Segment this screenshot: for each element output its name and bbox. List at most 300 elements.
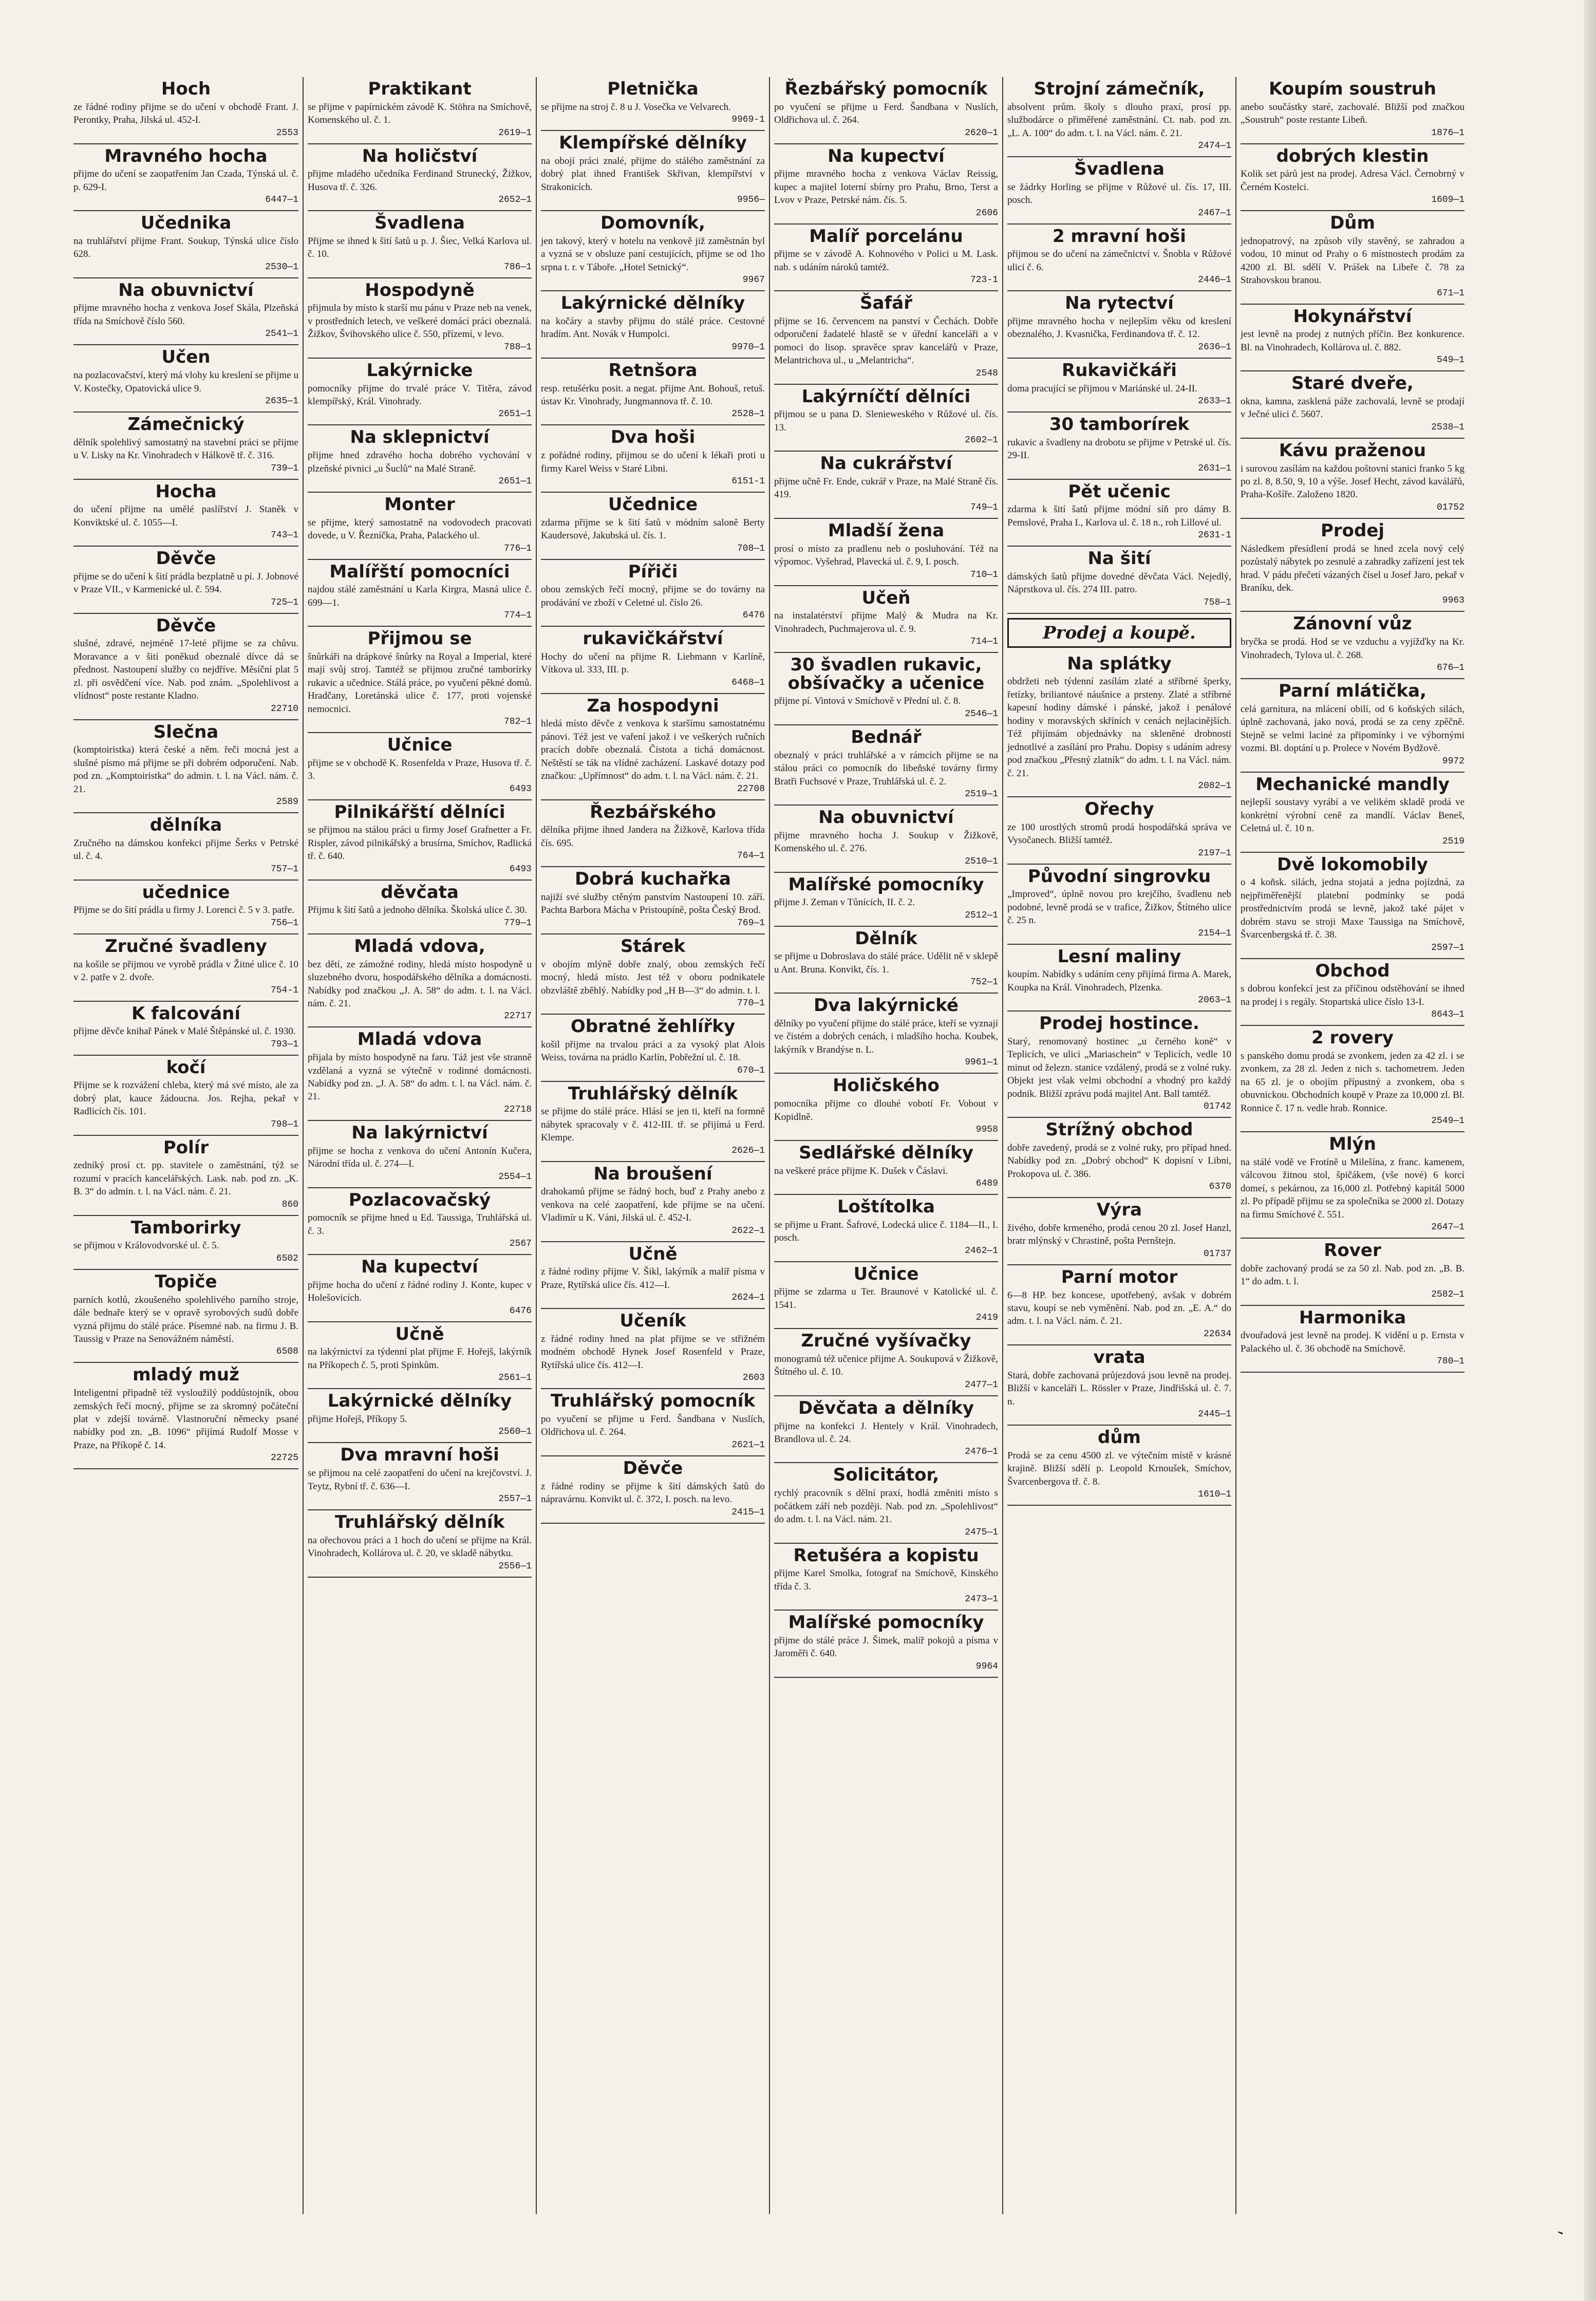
classified-ad — [541, 1456, 765, 1524]
classified-ad — [1241, 519, 1464, 612]
ad-text: přijme Hořejš, Příkopy 5. — [308, 1414, 407, 1425]
ad-number: 2633—1 — [1198, 396, 1231, 406]
ad-text: na obojí práci znalé, přijme do stálého zaměstnání za dobrý plat ihned František Skřivan, klempířství v Strakonicích. — [541, 155, 765, 193]
classified-ad — [774, 994, 998, 1074]
ad-title: Na rytectví — [1065, 293, 1174, 314]
ad-number: 2519—1 — [965, 789, 998, 799]
ad-title: Truhlářský dělník — [334, 1512, 505, 1533]
classified-ad — [774, 725, 998, 806]
ad-text: dobře zavedený, prodá se z volné ruky, pro případ hned. Nabídky pod zn. „Dobrý obchod“ K dopisní v Libni, Prokopova ul. č. 386. — [1007, 1142, 1231, 1180]
ad-number: 22725 — [270, 1453, 298, 1464]
ad-number: 2446—1 — [1198, 275, 1231, 286]
ad-number: 723-1 — [970, 275, 998, 286]
classified-ad — [774, 225, 998, 292]
ad-title: Děvčata a dělníky — [798, 1397, 974, 1418]
ad-text: přijme J. Zeman v Tůnících, II. č. 2. — [774, 897, 915, 908]
classified-ad — [541, 867, 765, 934]
ad-number: 2445—1 — [1198, 1409, 1231, 1419]
ad-number: 2652—1 — [498, 195, 532, 205]
ad-number: 2554—1 — [498, 1171, 532, 1182]
classified-ad — [774, 291, 998, 385]
ad-text: parních kotlů, zkoušeného spolehlivého parního stroje, dále bednaře který se v opravě syrobových sudů dobře vyzná přijmu do stálé práce. Písemné nab. na firmu J. B. Taussig v Praze na Senovážném náměstí. — [73, 1294, 298, 1344]
ad-title: Ořechy — [1084, 799, 1154, 820]
ad-text: z řádné rodiny přijme V. Šikl, lakýrník a malíř písma v Praze, Rytířská ulice čís. 412—I. — [541, 1266, 765, 1290]
classified-ad — [1007, 1345, 1231, 1426]
ad-number: 2415—1 — [731, 1507, 765, 1518]
ad-number: 2620—1 — [965, 127, 998, 138]
classified-ad — [541, 560, 765, 627]
ad-title: Na holičství — [362, 145, 478, 166]
column-3 — [536, 77, 769, 2214]
ad-title: mladý muž — [133, 1364, 239, 1386]
ad-text: dvouřadová jest levně na prodej. K vidění u p. Ernsta v Palackého ul. č. 36 obchodě na Smíchově. — [1241, 1330, 1464, 1354]
ad-text: přijme na konfekci J. Hentely v Král. Vinohradech, Brandlova ul. č. 24. — [774, 1420, 998, 1445]
ad-title: Hospodyně — [365, 279, 475, 301]
ad-text: Hochy do učení na přijme R. Liebmann v Karlíně, Vítkova ul. 333, III. p. — [541, 651, 765, 676]
classified-ad — [1007, 797, 1231, 865]
ad-number: 671—1 — [1436, 288, 1464, 298]
classified-ad — [1241, 1026, 1464, 1132]
ad-title: Na obuvnictví — [118, 279, 254, 301]
ad-number: 1609—1 — [1431, 195, 1464, 205]
ad-text: o 4 koňsk. silách, jedna stojatá a jedna pojízdná, za nejpřiměřenější platební podmínky se podá prostřednictvím prodá se levně, jakož také pájet v dobrém stavu se stroji Maxe Taussiga na Smíchově, Švarcenbergská tř. č. 38. — [1241, 877, 1464, 941]
classified-ad — [308, 1188, 532, 1256]
classified-ad — [73, 720, 298, 814]
ad-number: 769—1 — [737, 918, 765, 928]
ad-title: Učnice — [387, 735, 453, 756]
ad-text: okna, kamna, zasklená páže zachovalá, levně se prodají v Ječné ulici č. 5607. — [1241, 396, 1464, 420]
ad-number: 6476 — [509, 1305, 532, 1316]
ad-title: Zručné vyšívačky — [801, 1331, 971, 1352]
classified-ad — [73, 934, 298, 1002]
ad-text: Kolik set párů jest na prodej. Adresa Václ. Černobrný v Černém Kostelci. — [1241, 169, 1464, 193]
classified-ad — [308, 1255, 532, 1322]
ad-number: 2473—1 — [965, 1594, 998, 1605]
ad-number: 774—1 — [503, 610, 532, 621]
classified-ad — [1241, 211, 1464, 305]
ad-title: Švadlena — [374, 213, 465, 234]
ad-number: 2553 — [276, 127, 298, 138]
ad-title: Pilnikářští dělníci — [334, 801, 505, 822]
ad-text: živého, dobře krmeného, prodá cenou 20 zl. Josef Hanzl, bratr mlýnský v Chrastině, pošta Pernštejn. — [1007, 1222, 1231, 1247]
classified-ad — [541, 1082, 765, 1162]
ad-text: drahokamů přijme se řádný hoch, buď z Prahy anebo z venkova na celé zaopatření, kde přijme se na učení. Vladimír u K. Váni, Jilská ul. č. 452-I. — [541, 1186, 765, 1224]
ad-number: 2635—1 — [265, 396, 298, 406]
ad-number: 2475—1 — [965, 1527, 998, 1538]
column-5 — [1002, 77, 1235, 2214]
ad-title: Děvče — [623, 1457, 683, 1479]
ad-text: hledá místo děvče z venkova k staršímu samostatnému pánovi. Též jest ve vaření jakož i ve veškerých ručních pracích dobře obeznalá. Čistota a tichá domácnost. Neštěstí se ták na vlídné zacházení. Laskavé dotazy pod značkou: „Upřímnost“ do adm. t. l. na Václ. nám. č. 21. — [541, 718, 765, 782]
ad-title: Pířiči — [628, 561, 678, 582]
ad-title: učednice — [142, 882, 230, 903]
ad-text: se přijme u Dobroslava do stálé práce. Udělit ně v sklepě u Ant. Bruna. Konvikt, čís. 1. — [774, 951, 998, 975]
ad-number: 2477—1 — [965, 1379, 998, 1390]
classified-ad — [541, 694, 765, 800]
ad-text: přijme hocha do učení z řádné rodiny J. Konte, kupec v Holešovicích. — [308, 1279, 532, 1304]
ad-number: 2626—1 — [731, 1145, 765, 1156]
ad-text: slušné, zdravé, nejméně 17-leté přijme se za chůvu. Moravance a v šití poněkud obeznalé dívce dá se přednost. Nastoupení služby co nejdříve. Měsíční plat 5 zl. při osvědčení více. Nab. pod znám. „Spolehlivost a vlídnost“ poste restante Kladno. — [73, 638, 298, 702]
ad-number: 2476—1 — [965, 1447, 998, 1457]
classified-ad — [541, 627, 765, 694]
classified-ad — [73, 1056, 298, 1136]
ad-title: Na sklepnictví — [350, 427, 490, 448]
ad-number: 1610—1 — [1198, 1489, 1231, 1500]
ad-title: Mravného hocha — [104, 145, 268, 166]
ad-text: přijme mravného hocha v nejlepším věku od kreslení obeznalého, J. Kvasnička, Ferdinandova tř. č. 12. — [1007, 315, 1231, 340]
ad-text: na pozlacovačství, který má vlohy ku kreslení se přijme u V. Kostečky, Opatovická ulice 9. — [73, 370, 298, 394]
ad-text: Následkem přesídlení prodá se hned zcela nový celý pozůstalý nábytek po zesnulé a zahradky zařízení jest tek hrad. V pádu přečetí vázaných čísel u Josef Jaro, pekař v Braníku, dek. — [1241, 543, 1464, 593]
ad-title: Dva mravní hoši — [340, 1445, 499, 1466]
ad-number: 2548 — [975, 368, 998, 379]
ad-number: 788—1 — [503, 342, 532, 352]
ad-number: 793—1 — [270, 1039, 298, 1050]
ad-title: Mladá vdova — [357, 1029, 482, 1050]
ad-text: přijme se hocha z venkova do učení Antonín Kučera, Národní třída ul. č. 274—I. — [308, 1145, 532, 1170]
classified-ad — [774, 586, 998, 653]
ad-text: přijme se v závodě A. Kohnového v Polici u M. Lask. nab. s udáním nároků tamtéž. — [774, 249, 998, 273]
ad-title: Koupím soustruh — [1268, 79, 1437, 99]
ad-text: šnůrkáři na drápkové šnůrky na Royal a Imperial, které mají svůj stroj. Tamtéž se přijmou zručné tamborírky rukavic a učednice. Stálá práce, po vyučení pěkné domů. Hradčany, Loretánská ulice č. 177, proti vojenské nemocnici. — [308, 651, 532, 715]
ad-title: Řezbářského — [590, 801, 716, 822]
ad-text: se žádrky Horling se přijme v Růžové ul. čís. 17, III. posch. — [1007, 181, 1231, 206]
classified-ad — [1007, 480, 1231, 547]
classified-ad — [1007, 945, 1231, 1012]
ad-text: dámských šatů přijme dovedné děvčata Václ. Nejedlý, Náprstkova ul. čís. 274 III. patro. — [1007, 571, 1231, 595]
ad-title: rukavičkářství — [583, 628, 723, 649]
column-6 — [1235, 77, 1469, 2214]
ad-number: 764—1 — [737, 851, 765, 862]
ad-number: 710—1 — [970, 569, 998, 580]
ad-title: Loštítolka — [837, 1196, 935, 1218]
ad-title: vrata — [1093, 1346, 1146, 1368]
ad-text: jest levně na prodej z nutných příčin. Bez konkurence. Bl. na Vinohradech, Kollárova ul. č. 882. — [1241, 329, 1464, 353]
ad-number: 752—1 — [970, 977, 998, 988]
ad-number: 2063—1 — [1198, 995, 1231, 1006]
ad-number: 9970—1 — [731, 342, 765, 352]
classified-ad — [1007, 1012, 1231, 1118]
ad-text: přijme hned zdravého hocha dobrého vychování v plzeňské pivnici „u Šuclů“ na Malé Straně. — [308, 450, 532, 474]
ad-title: Truhlářský dělník — [568, 1083, 738, 1104]
ad-text: přijme se v obchodě K. Rosenfelda v Praze, Husova tř. č. 3. — [308, 757, 532, 782]
classified-ad — [308, 493, 532, 560]
ad-text: Přijme se ihned k šití šatů u p. J. Šiec, Velká Karlova ul. č. 10. — [308, 235, 532, 260]
ad-text: rychlý pracovník s dělní praxí, hodlá změniti místo s počátkem září neb později. Nab. pod zn. „Spolehlivost“ do adm. t. l. na Václ. nám. 21. — [774, 1488, 998, 1525]
ad-title: 30 tamborírek — [1049, 414, 1190, 435]
classified-ad — [541, 1309, 765, 1389]
ad-number: 01742 — [1203, 1101, 1231, 1112]
classified-ad — [73, 278, 298, 346]
ad-number: 2567 — [509, 1239, 532, 1249]
ad-title: Topiče — [155, 1271, 217, 1292]
ad-text: ze 100 urostlých stromů prodá hospodářská správa ve Vysočanech. Bližší tamtéž. — [1007, 821, 1231, 846]
classified-ad — [308, 881, 532, 934]
ad-number: 786—1 — [503, 261, 532, 272]
ad-text: přijme se zdarma u Ter. Braunové v Katolické ul. č. 1541. — [774, 1286, 998, 1311]
ad-text: Přijmu k šití šatů a jednoho dělníka. Školská ulice č. 30. — [308, 905, 527, 916]
ad-title: Prodej hostince. — [1039, 1013, 1199, 1034]
ad-title: Slečna — [153, 721, 219, 742]
ad-title: Lakýrníčtí dělníci — [801, 386, 971, 407]
ad-text: po vyučení se přijme u Ferd. Šandbana v Nuslích, Oldřichova ul. č. 264. — [774, 101, 998, 126]
ad-number: 2602—1 — [965, 435, 998, 446]
ad-text: přijme děvče knihař Pánek v Malé Štěpánské ul. č. 1930. — [73, 1026, 296, 1037]
ad-number: 6151-1 — [731, 476, 765, 487]
ad-number: 6370 — [1209, 1182, 1231, 1192]
ad-text: přijme do učení se zaopatřením Jan Czada, Týnská ul. č. p. 629-I. — [73, 169, 298, 193]
classified-ad — [1007, 291, 1231, 359]
ad-title: Pět učenic — [1068, 481, 1171, 502]
ad-number: 9956— — [737, 195, 765, 205]
classified-ad — [73, 480, 298, 547]
ad-title: Zánovní vůz — [1293, 613, 1412, 634]
ad-number: 708—1 — [737, 543, 765, 554]
ad-number: 2636—1 — [1198, 342, 1231, 352]
ad-number: 676—1 — [1436, 663, 1464, 674]
ad-text: bez dětí, ze zámožné rodiny, hledá místo hospodyně u sluzebného dvoru, hospodářského dělníka a domácnosti. Nabídky pod značkou „J. A. 58“ do adm. t. l. na Václ. nám. č. 21. — [308, 959, 532, 1009]
ad-text: přijme mravného hocha z venkova Josef Skála, Plzeňská třída na Smíchově číslo 560. — [73, 303, 298, 327]
ad-text: na ořechovou práci a 1 hoch do učení se přijme na Král. Vinohradech, Kollárova ul. č. 20, ve skladě nábytku. — [308, 1535, 532, 1559]
ad-text: se přijme na stroj č. 8 u J. Vosečka ve Velvarech. — [541, 101, 731, 113]
ad-text: košil přijme na trvalou práci a za vysoký plat Alois Weiss, továrna na prádlo Karlín, Pobřežní ul. č. 18. — [541, 1039, 765, 1063]
ad-text: najdou stálé zaměstnání u Karla Kirgra, Masná ulice č. 699—1. — [308, 584, 532, 608]
ad-text: se přijme u Frant. Šafrové, Lodecká ulice č. 1184—II., I. posch. — [774, 1219, 998, 1244]
ad-title: Holičského — [833, 1075, 940, 1096]
classified-ad — [73, 413, 298, 480]
ad-number: 549—1 — [1436, 355, 1464, 366]
ad-text: Inteligentní připadně též vysloužilý poddůstojník, obou zemských řečí mocný, přijme se za skromný počáteční plat v zdejší továrně. Vlastnoruční německy psané nabídky pod zn. „B. 1096“ přijímá Rudolf Mosse v Praze, na Příkopě č. 14. — [73, 1388, 298, 1451]
ad-text: se přijme, který samostatně na vodovodech pracovati dovede, u V. Řezníčka, Praha, Palackého ul. — [308, 517, 532, 541]
ad-text: přijme učně Fr. Ende, cukrář v Praze, na Malé Straně čís. 419. — [774, 476, 998, 500]
ad-title: K falcování — [131, 1003, 241, 1024]
ad-title: Staré dveře, — [1291, 373, 1414, 394]
ad-text: se přijmou na stálou práci u firmy Josef Grafnetter a Fr. Rispler, závod pilnikářský a brusírna, Smíchov, Radlická tř. č. 640. — [308, 825, 532, 862]
ad-title: Truhlářský pomocník — [551, 1391, 755, 1412]
ad-title: Obratné žehlířky — [570, 1016, 736, 1037]
page-mark: , — [1556, 2230, 1572, 2238]
ad-text: zdarma k šití šatů přijme módní síň pro dámy B. Pemslové, Praha I., Karlova ul. č. 18 n., roh Lillové ul. — [1007, 504, 1231, 528]
columns — [69, 77, 1577, 2214]
classified-ad — [774, 519, 998, 586]
ad-number: 2651—1 — [498, 476, 532, 487]
ad-number: 22717 — [503, 1011, 532, 1022]
ad-text: pomocníky přijme do trvalé práce V. Titěra, závod klempířský, Král. Vinohrady. — [308, 383, 532, 407]
classified-ad — [308, 1027, 532, 1121]
ad-number: 1876—1 — [1431, 127, 1464, 138]
ad-text: z řádné rodiny se přijme k šití dámských šatů do nápravárnu. Konvikt ul. č. 372, I. posch. na levo. — [541, 1481, 765, 1505]
classified-ad — [1241, 371, 1464, 439]
classified-ad — [1007, 77, 1231, 157]
ad-title: Lakýrnicke — [366, 360, 473, 381]
ad-title: Monter — [384, 494, 455, 515]
ad-title: Na broušení — [593, 1163, 712, 1184]
ad-number: 798—1 — [270, 1119, 298, 1130]
ad-number: 2624—1 — [731, 1293, 765, 1303]
ad-number: 2631—1 — [1198, 463, 1231, 474]
ad-text: prosí o místo za pradlenu neb o posluhování. Též na výpomoc. Vyšehrad, Plavecká ul. č. 9, I. posch. — [774, 543, 998, 568]
ad-number: 2621—1 — [731, 1439, 765, 1450]
classified-ad — [73, 813, 298, 881]
ad-title: Učnice — [853, 1263, 919, 1284]
ad-text: pomocník se přijme hned u Ed. Taussiga, Truhlářská ul. č. 3. — [308, 1212, 532, 1237]
ad-title: Na lakýrnictví — [351, 1122, 488, 1143]
ad-number: 2597—1 — [1431, 942, 1464, 953]
classified-ad — [308, 1121, 532, 1188]
classified-ad — [1241, 612, 1464, 679]
ad-title: Obchod — [1315, 960, 1390, 981]
ad-number: 9963 — [1442, 595, 1464, 606]
ad-text: koupím. Nabídky s udáním ceny přijímá firma A. Marek, Koupka na Král. Vinohradech, Plzenka. — [1007, 969, 1231, 993]
ad-title: Výra — [1096, 1200, 1142, 1221]
ad-number: 22634 — [1203, 1329, 1231, 1339]
ad-text: z pořádné rodiny, přijmou se do učení k lékaři proti u firmy Karel Weiss v Staré Libni. — [541, 450, 765, 474]
classified-ad — [774, 1544, 998, 1611]
ad-text: se přijmou v Královodvorské ul. č. 5. — [73, 1240, 219, 1251]
ad-text: jednopatrový, na způsob vily stavěný, se zahradou a vodou, 10 minut od Prahy o 6 místnostech prodám za 4200 zl. Bl. sdělí V. Prášek na Libeře č. 78 za Strahovskou branou. — [1241, 235, 1464, 286]
classified-ad — [541, 493, 765, 560]
ad-text: přijme Karel Smolka, fotograf na Smíchově, Kinského třída č. 3. — [774, 1568, 998, 1592]
ad-title: dělníka — [149, 815, 222, 836]
ad-text: s dobrou konfekcí jest za příčinou odstěhování se ihned na prodej i s regály. Stopartská ulice číslo 13-I. — [1241, 983, 1464, 1007]
classified-ad — [308, 359, 532, 426]
ad-text: s panského domu prodá se zvonkem, jeden za 42 zl. i se zvonkem, za 28 zl. Jeden z nich s. tachometrem. Jeden na 65 zl. je o obojím přípustný a zvonkem, oba s obuvnickou. Obchodních koupě v Praze za 10,000 zl. Bl. Ronnice č. 17 n. vedle hrab. Ronnice. — [1241, 1050, 1464, 1114]
ad-text: na instalatérství přijme Malý & Mudra na Kr. Vinohradech, Puchmajerova ul. č. 9. — [774, 610, 998, 634]
ad-text: na stálé vodě ve Frotíně u Milešína, z franc. kamenem, válcovou žitnou stol, špičákem, (vše nové) 6 korcí domeí, s pekárnou, za 16,000 zl. Potřebný kapitál 5000 zl. Po případě přijmu se za společníka se 2000 zl. Dotazy na firmu Smíchové č. 551. — [1241, 1156, 1464, 1220]
ad-number: 2541—1 — [265, 329, 298, 340]
classified-ad — [774, 452, 998, 519]
ad-title: Dvě lokomobily — [1277, 854, 1428, 875]
ad-text: přijme se 16. červencem na panství v Čechách. Dobře odporučení žadatelé hlastě se v úřední kanceláři a v pomoci do lisop. spravěce sprav kancelářů v Praze, Melantrichova ul., u „Melantricha“. — [774, 315, 998, 366]
ad-number: 22710 — [270, 703, 298, 714]
ad-text: Přijme se do šití prádla u firmy J. Lorenci č. 5 v 3. patře. — [73, 905, 295, 916]
ad-text: přijme mladého učedníka Ferdinand Strunecký, Žižkov, Husova tř. č. 326. — [308, 169, 532, 193]
ad-title: Malířské pomocníky — [788, 1612, 984, 1633]
classified-ad — [774, 1611, 998, 1678]
ad-title: Bednář — [851, 726, 922, 747]
ad-title: Polír — [163, 1137, 209, 1158]
classified-ad — [774, 653, 998, 725]
ad-number: 749—1 — [970, 502, 998, 513]
ad-title: Stárek — [620, 936, 686, 957]
ad-number: 2589 — [276, 797, 298, 808]
ad-text: dělník spolehlivý samostatný na stavební práci se přijme u V. Lisky na Kr. Vinohradech v Hálkově tř. č. 316. — [73, 437, 298, 461]
classified-ad — [308, 627, 532, 733]
ad-text: přijme mravného hocha z venkova Václav Reissig, kupec a majitel loterní sbírny pro Prahu, Brno, Terst a Lvov v Praze, Petrské nám. čís. 5. — [774, 169, 998, 206]
classified-ad — [774, 806, 998, 873]
ad-number: 860 — [281, 1199, 298, 1210]
classified-ad — [73, 1002, 298, 1056]
ad-number: 2528—1 — [731, 409, 765, 420]
classified-ad — [774, 1262, 998, 1330]
ad-title: Harmonika — [1299, 1307, 1406, 1328]
ad-text: v obojím mlýně dobře znalý, obou zemských řečí mocný, hledá místo. Jest též v oboru podnikatele obzvláště zběhlý. Nabídky pod „H B—3“ do admin. t. l. — [541, 959, 765, 996]
classified-ad — [308, 278, 532, 359]
ad-title: Hokynářství — [1293, 306, 1412, 327]
ad-text: (komptoiristka) která české a něm. řeči mocná jest a slušné písmo má přijme se při dobrém odporučení. Nab. pod zn. „Komptoiristka“ do admin. t. l. na Václ. nám. č. 21. — [73, 744, 298, 795]
ad-title: Malířští pomocníci — [329, 561, 510, 582]
ad-number: 2631-1 — [1198, 530, 1231, 541]
ad-text: na lakýrnictví za týdenní plat přijme F. Hořejš, lakýrník na Příkopech č. 5, proti Spinkům. — [308, 1346, 532, 1371]
ad-number: 9969-1 — [731, 115, 765, 125]
column-2 — [303, 77, 536, 2214]
ad-title: Dva lakýrnické — [813, 995, 959, 1016]
classified-ad — [774, 1329, 998, 1396]
ad-text: zdarma přijme se k šití šatů v módním saloně Berty Kaudersové, Jakubská ul. čís. 1. — [541, 517, 765, 541]
ad-title: Na kupectví — [361, 1257, 478, 1278]
ad-title: Retnšora — [608, 360, 698, 381]
ad-title: Parní mlátička, — [1279, 681, 1426, 702]
ad-title: Děvče — [156, 548, 216, 569]
ad-title: Děvče — [156, 615, 216, 636]
ad-title: Hoch — [161, 79, 211, 99]
ad-title: Malířské pomocníky — [788, 874, 984, 895]
classified-ad — [73, 881, 298, 934]
ad-number: 9958 — [975, 1124, 998, 1135]
classified-ad — [774, 1463, 998, 1543]
ad-number: 8643—1 — [1431, 1009, 1464, 1020]
ad-text: „Improved“, úplně novou pro krejčího, švadlenu neb podobné, levně prodá se v trafice, Žižkov, Štítného ulice č. 25 n. — [1007, 889, 1231, 926]
ad-text: obeznalý v práci truhlářské a v rámcích přijme se na stálou práci co pomocník do libeňské továrny firmy Bratři Fuchsové v Praze, Truhlářská ul. č. 2. — [774, 750, 998, 787]
ad-number: 779—1 — [503, 918, 532, 928]
ad-title: Učeň — [861, 587, 911, 608]
ad-number: 670—1 — [737, 1065, 765, 1076]
ad-number: 743—1 — [270, 530, 298, 541]
ad-number: 2603 — [742, 1373, 765, 1383]
ad-number: 6493 — [509, 864, 532, 874]
ad-title: Retušéra a kopistu — [793, 1545, 979, 1566]
ad-title: Učednice — [608, 494, 698, 515]
ad-text: přijme do stálé práce J. Šimek, malíř pokojů a písma v Jaroměři č. 640. — [774, 1635, 998, 1659]
ad-number: 2622—1 — [731, 1225, 765, 1236]
ad-title: Původní singrovku — [1027, 866, 1211, 887]
ad-text: najiží své služby ctěným panstvím Nastoupení 10. září. Pachta Barbora Mácha v Pristoupíně, pošta Český Brod. — [541, 892, 765, 916]
ad-title: Zámečnický — [127, 414, 245, 435]
classified-ad — [774, 1074, 998, 1141]
ad-text: anebo součástky staré, zachovalé. Bližší pod značkou „Soustruh“ poste restante Libeň. — [1241, 101, 1464, 126]
classified-ad — [308, 77, 532, 144]
classified-ad — [1241, 1132, 1464, 1239]
ad-title: Na kupectví — [828, 145, 945, 166]
ad-text: celá garnitura, na mlácení obilí, od 6 koňských silách, úplně zachovaná, jako nová, prodá se za ceny zpěčně. Stejně se velmi laciné za připomínky i ve výbornými vozmi. Bl. doptání u p. Prolece v Novém Bydžově. — [1241, 703, 1464, 754]
classified-ad — [1007, 157, 1231, 225]
ad-number: 2582—1 — [1431, 1289, 1464, 1300]
ad-title: Sedlářské dělníky — [799, 1142, 973, 1163]
ad-text: resp. retušérku posit. a negat. přijme Ant. Bohouš, retuš. ústav Kr. Vinohrady, Jungmannova tř. č. 10. — [541, 383, 765, 407]
ad-number: 2467—1 — [1198, 208, 1231, 218]
ad-title: Kávu praženou — [1279, 440, 1426, 461]
ad-text: Zručného na dámskou konfekci přijme Šerks v Petrské ul. č. 4. — [73, 837, 298, 862]
ad-title: Mladší žena — [828, 520, 945, 541]
classified-ad — [1241, 959, 1464, 1026]
ad-text: Starý, renomovaný hostinec „u černého koně“ v Teplicích, ve ulici „Mariaschein“ v Teplicích, vedle 10 minut od železn. stanice vzdálený, prodá se z volné ruky. Objekt jest však velmi obchodní a vhodný pro každý podnik. Bližší zprávu podá majitel Ant. Ball tamtéž. — [1007, 1036, 1231, 1099]
ad-title: Šafář — [860, 293, 912, 314]
ad-number: 6468—1 — [731, 677, 765, 688]
ad-text: přijmou se u pana D. Slenieweského v Růžové ul. čís. 13. — [774, 409, 998, 433]
ad-title: děvčata — [381, 882, 459, 903]
ad-text: bryčka se prodá. Hod se ve vzduchu a vyjížďky na Kr. Vinohradech, Tylova ul. č. 268. — [1241, 637, 1464, 661]
ad-text: dělníky po vyučení přijme do stálé práce, kteří se vyznají ve čistém a dobrých cenách, i mladšího hocha. Koubek, lakýrník v Brandýse n. L. — [774, 1018, 998, 1055]
ad-number: 714—1 — [970, 637, 998, 647]
classified-ad — [774, 1396, 998, 1464]
ad-number: 2546—1 — [965, 708, 998, 719]
ad-title: Tamborirky — [130, 1217, 241, 1238]
ad-text: Přijme se k rozvážení chleba, který má své místo, ale za dobrý plat, kauce žádoucna. Jos. Rejha, pekař v Radlicích čís. 101. — [73, 1080, 298, 1117]
ad-text: ze řádné rodiny přijme se do učení v obchodě Frant. J. Perontky, Praha, Jilská ul. 452-I. — [73, 101, 298, 126]
ad-title: Na cukrářství — [820, 453, 952, 474]
ad-number: 6476 — [742, 610, 765, 621]
classified-ad — [541, 1015, 765, 1082]
ad-text: nejlepší soustavy vyrábí a ve velikém skladě prodá ve konkrétní výrobní ceně za mandlí. Václav Beneš, Celetná ul. č. 10 n. — [1241, 797, 1464, 834]
classified-ad — [1241, 305, 1464, 372]
